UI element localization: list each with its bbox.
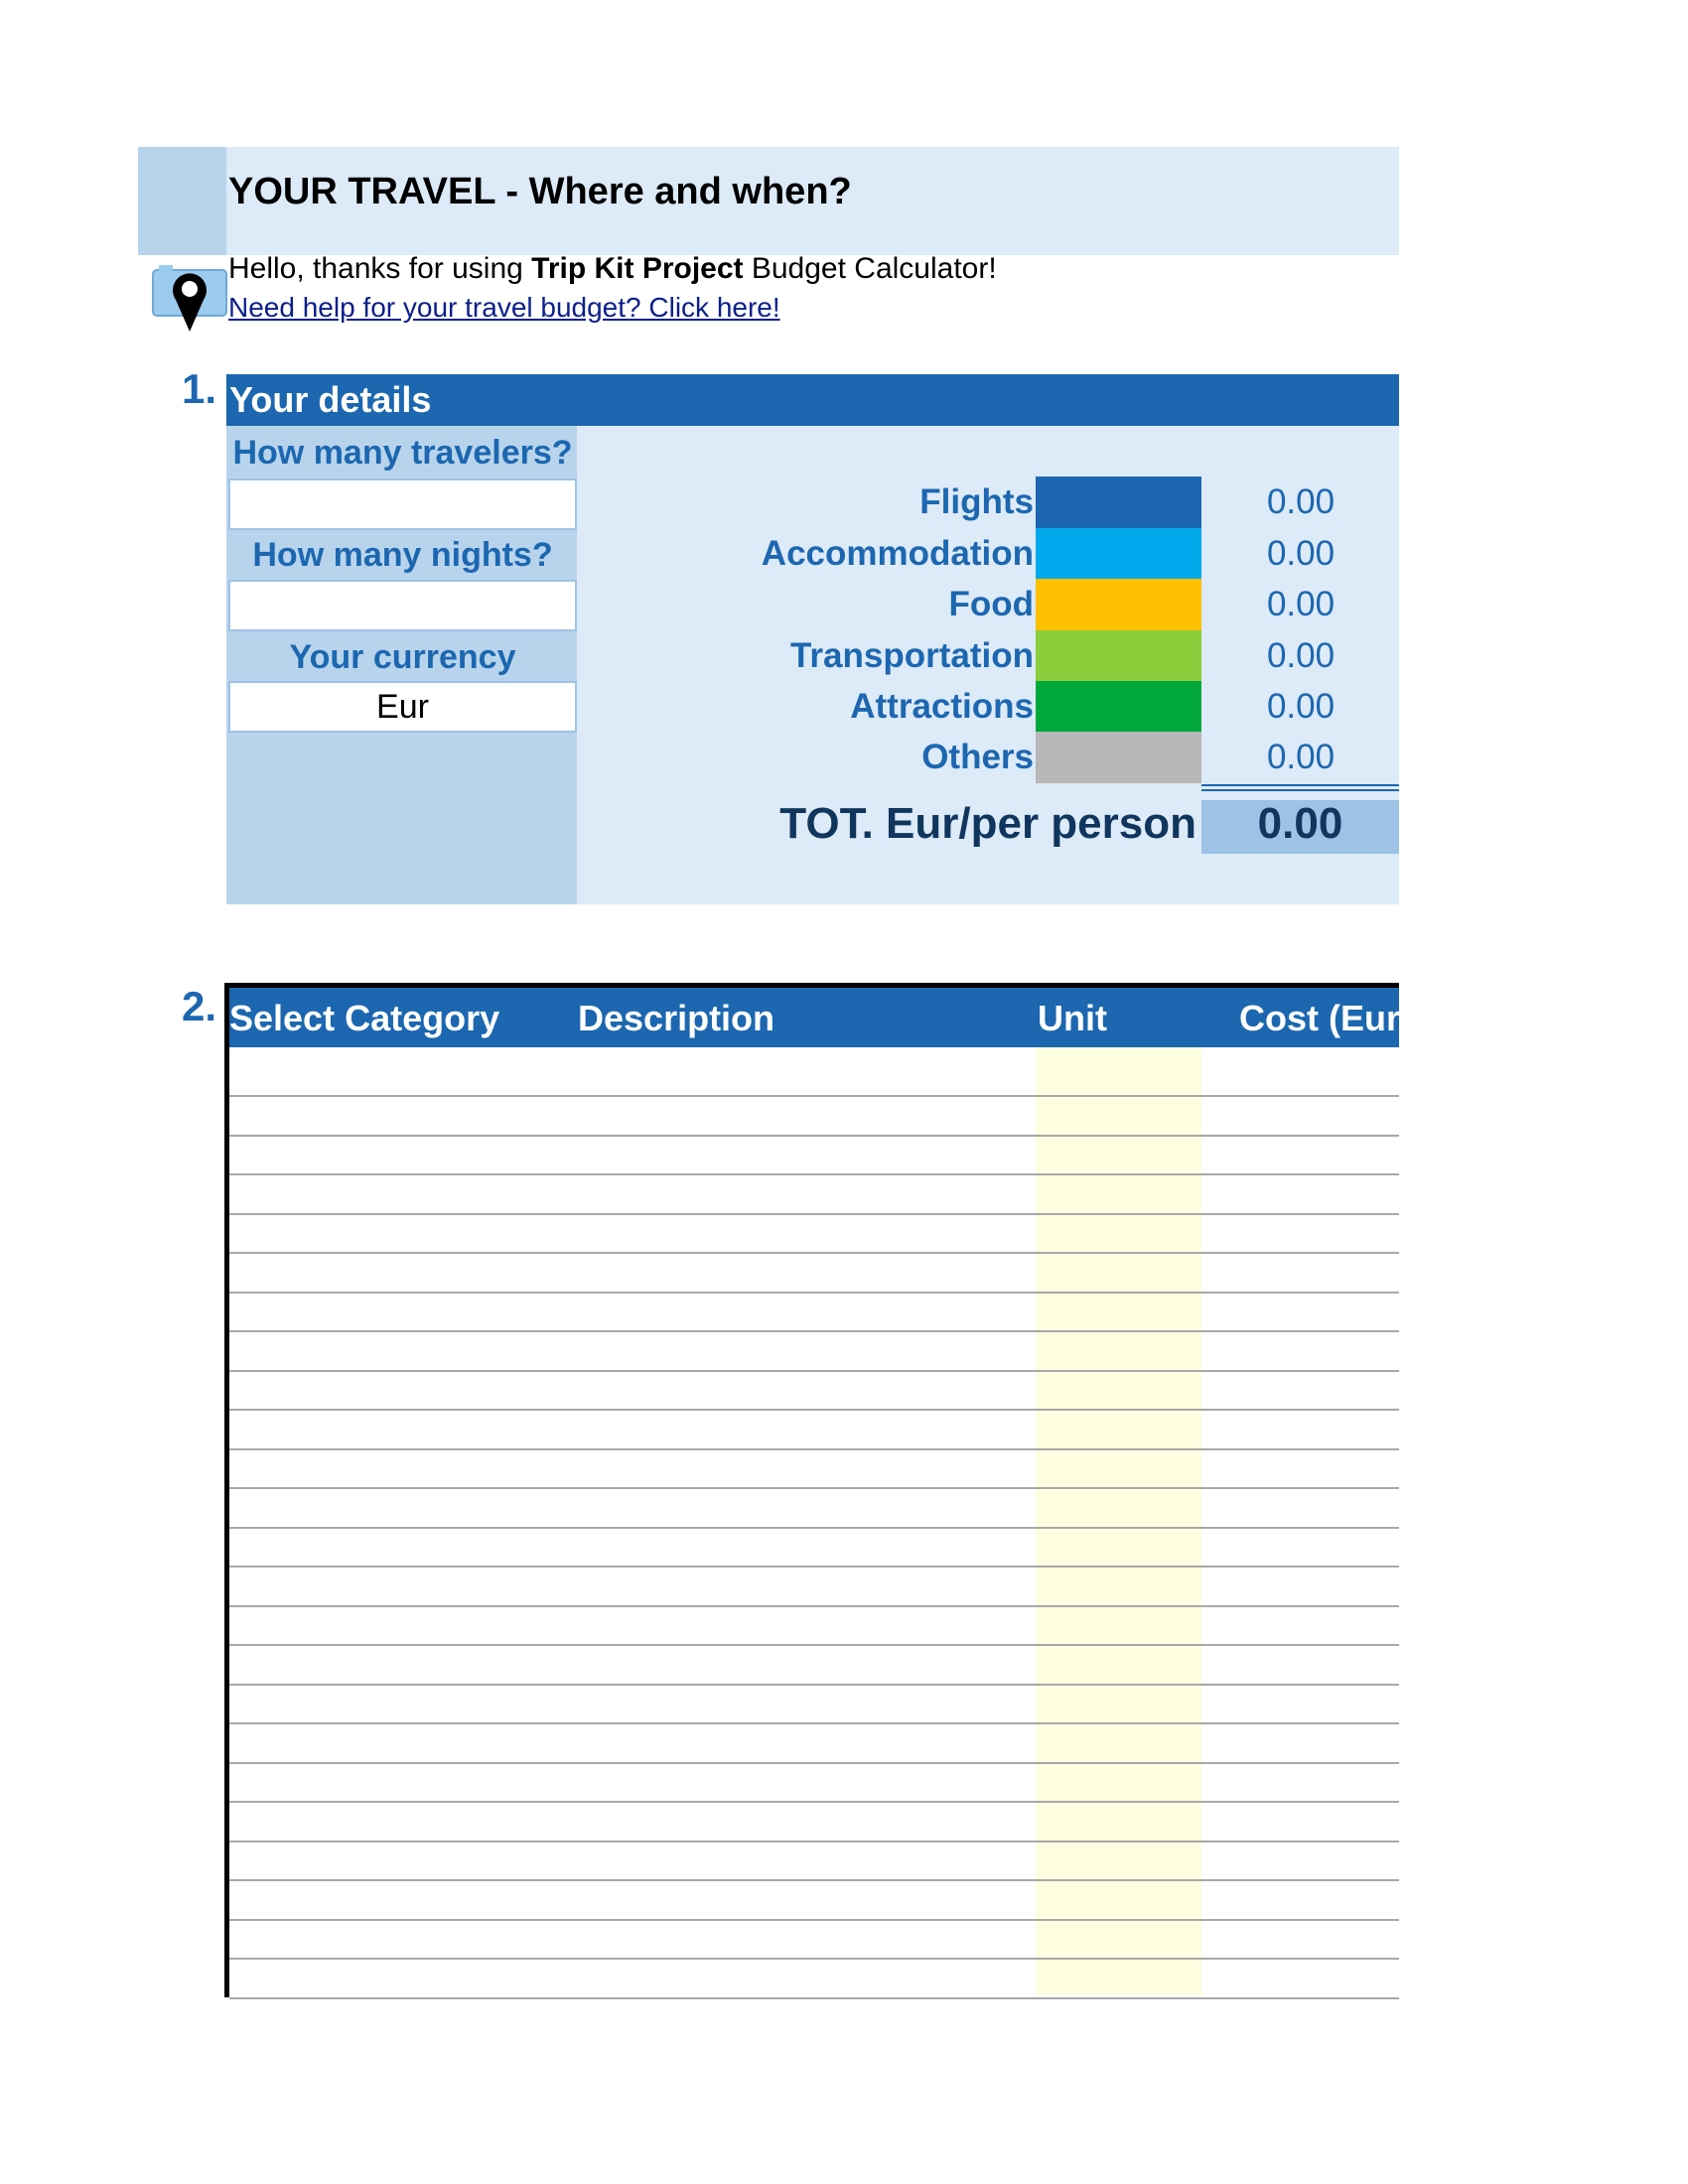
nights-label: How many nights? xyxy=(252,536,553,574)
table-row[interactable] xyxy=(229,1724,1399,1764)
category-value-food: 0.00 xyxy=(1266,585,1336,623)
section-2-number: 2. xyxy=(182,983,217,1029)
table-row[interactable] xyxy=(229,1332,1399,1372)
currency-label: Your currency xyxy=(289,638,516,676)
table-row[interactable] xyxy=(229,1960,1399,1999)
column-header-category: Select Category xyxy=(229,998,500,1038)
table-row[interactable] xyxy=(229,1529,1399,1569)
category-label-others: Others xyxy=(921,738,1034,776)
category-value-attractions: 0.00 xyxy=(1266,687,1336,726)
header-accent-block xyxy=(138,147,226,255)
table-row[interactable] xyxy=(229,1175,1399,1215)
category-value-accommodation: 0.00 xyxy=(1266,534,1336,573)
category-swatch-transportation xyxy=(1036,630,1201,682)
table-row[interactable] xyxy=(229,1294,1399,1333)
section-1-number: 1. xyxy=(182,365,217,412)
nights-input[interactable] xyxy=(228,580,577,631)
category-swatch-others xyxy=(1036,732,1201,783)
table-row[interactable] xyxy=(229,1450,1399,1490)
category-label-attractions: Attractions xyxy=(850,687,1034,726)
table-row[interactable] xyxy=(229,1372,1399,1412)
category-value-flights: 0.00 xyxy=(1266,482,1336,521)
category-label-transportation: Transportation xyxy=(789,636,1034,675)
table-row[interactable] xyxy=(229,1489,1399,1529)
category-value-others: 0.00 xyxy=(1266,738,1336,776)
category-label-accommodation: Accommodation xyxy=(761,534,1034,573)
expense-table-body xyxy=(229,1047,1399,1999)
table-row[interactable] xyxy=(229,1568,1399,1607)
table-row[interactable] xyxy=(229,1215,1399,1255)
category-swatch-food xyxy=(1036,579,1201,630)
category-label-flights: Flights xyxy=(919,482,1034,521)
total-divider xyxy=(1201,784,1399,786)
table-row[interactable] xyxy=(229,1411,1399,1450)
table-row[interactable] xyxy=(229,1921,1399,1961)
table-row[interactable] xyxy=(229,1843,1399,1882)
intro-text: Hello, thanks for using Trip Kit Project Budget Calculator! xyxy=(228,252,997,285)
table-row[interactable] xyxy=(229,1881,1399,1921)
table-row[interactable] xyxy=(229,1137,1399,1176)
column-header-unit: Unit xyxy=(1038,998,1107,1038)
table-row[interactable] xyxy=(229,1047,1399,1097)
table-row[interactable] xyxy=(229,1607,1399,1647)
table-row[interactable] xyxy=(229,1764,1399,1804)
section-1-title: Your details xyxy=(229,379,432,420)
travelers-label: How many travelers? xyxy=(232,434,573,472)
currency-input[interactable]: Eur xyxy=(228,681,577,733)
total-value: 0.00 xyxy=(1257,799,1343,848)
help-link[interactable]: Need help for your travel budget? Click here! xyxy=(228,292,780,323)
camera-location-pin-icon xyxy=(151,262,228,332)
table-left-border xyxy=(224,983,229,1997)
category-swatch-attractions xyxy=(1036,681,1201,733)
category-swatch-accommodation xyxy=(1036,528,1201,580)
table-row[interactable] xyxy=(229,1097,1399,1137)
table-row[interactable] xyxy=(229,1254,1399,1294)
table-row[interactable] xyxy=(229,1646,1399,1686)
total-label: TOT. Eur/per person xyxy=(779,799,1196,848)
product-name: Trip Kit Project xyxy=(531,252,744,285)
category-value-transportation: 0.00 xyxy=(1266,636,1336,675)
travelers-input[interactable] xyxy=(228,478,577,530)
category-swatch-flights xyxy=(1036,477,1201,528)
column-header-cost: Cost (Eur) xyxy=(1239,998,1412,1038)
page-title: YOUR TRAVEL - Where and when? xyxy=(228,171,852,212)
total-divider-double xyxy=(1201,789,1399,791)
table-row[interactable] xyxy=(229,1686,1399,1725)
category-label-food: Food xyxy=(948,585,1034,623)
column-header-description: Description xyxy=(578,998,775,1038)
table-row[interactable] xyxy=(229,1803,1399,1843)
